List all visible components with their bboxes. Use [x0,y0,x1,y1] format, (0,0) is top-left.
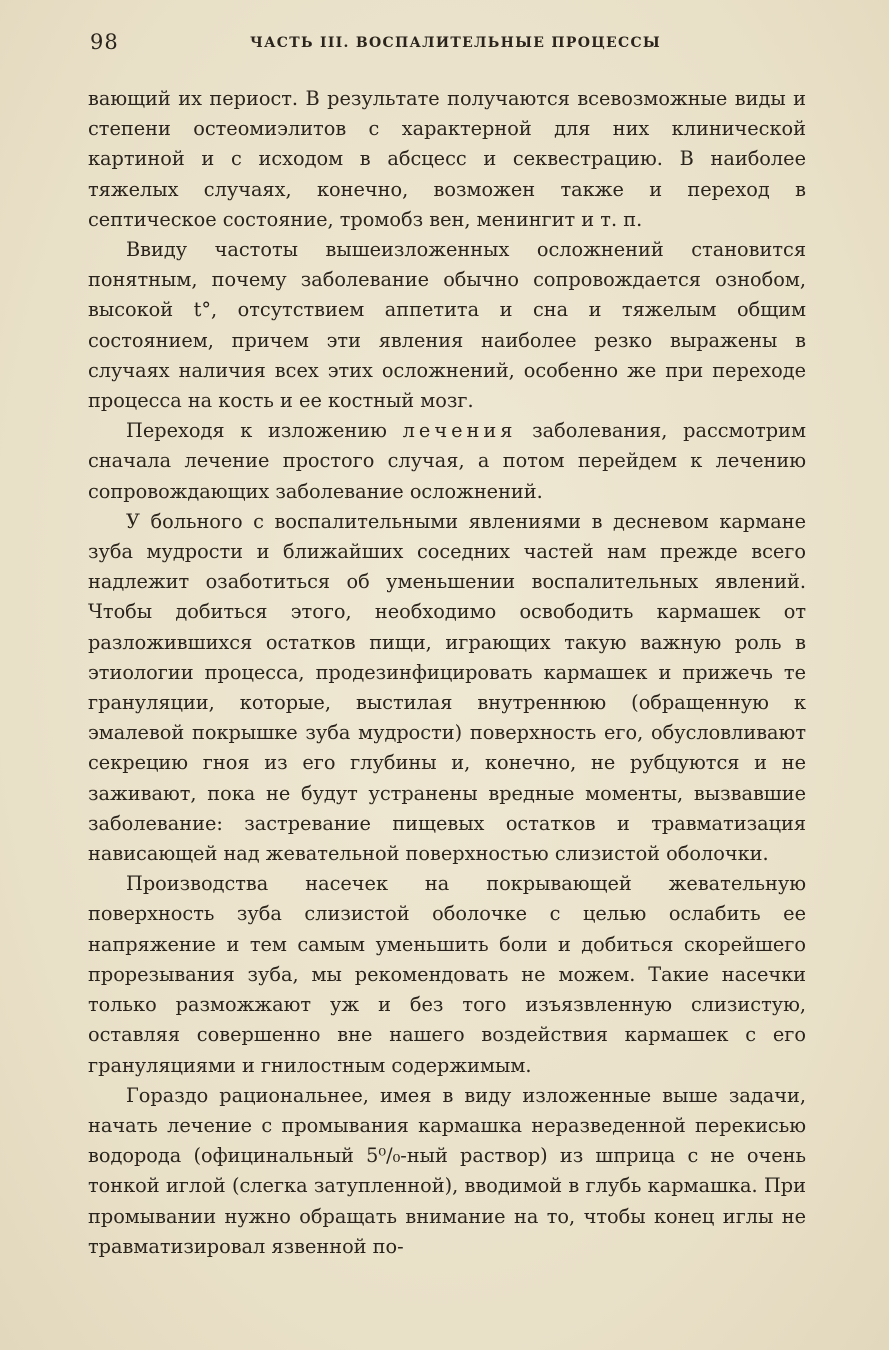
paragraph: Гораздо рациональнее, имея в виду изложенные выше задачи, начать лечение с промывания кармашка неразведенной перекисью водорода (официнальный 5⁰/₀-ный раствор) из шприца с не очень тонкой иглой (слегка затупленной), вводимой в глубь кармашка. При промывании нужно обращать внимание на то, чтобы конец иглы не травматизировал язвенной по- [88,1083,806,1258]
running-head: ЧАСТЬ III. ВОСПАЛИТЕЛЬНЫЕ ПРОЦЕССЫ [250,35,662,51]
paragraph: Ввиду частоты вышеизложенных осложнений становится понятным, почему заболевание обычно сопровождается ознобом, высокой t°, отсутствием аппетита и сна и тяжелым общим состоянием, причем эти явления наиболее резко выражены в случаях наличия всех этих осложнений, особенно же при переходе процесса на кость и ее костный мозг. [88,238,806,413]
page-header [90,30,810,58]
emphasized-word: лечения [402,419,517,443]
paragraph-text: Переходя к изложению [126,419,403,443]
paragraph: вающий их периост. В результате получаются всевозможные виды и степени остеомиэлитов с характерной для них клинической картиной и с исходом в абсцесс и секвестрацию. В наиболее тяжелых случаях, конечно, возможен также и переход в септическое состояние, тромобз вен, менингит и т. п. [88,87,806,231]
paragraph: Производства насечек на покрывающей жевательную поверхность зуба слизистой оболочке с целью ослабить ее напряжение и тем самым уменьшить боли и добиться скорейшего прорезывания зуба, мы рекомендовать не можем. Такие насечки только разможжают уж и без того изъязвленную слизистую, оставляя совершенно вне нашего воздействия кармашек с его грануляциями и гнилостным содержимым. [88,872,806,1077]
paragraph-text: заболевания, рассмотрим сначала лечение простого случая, а потом перейдем к лечению сопровождающих заболевание осложнений. [88,419,806,503]
page-number: 98 [90,30,119,54]
paragraph: У больного с воспалительными явлениями в десневом кармане зуба мудрости и ближайших соседних частей нам прежде всего надлежит озаботиться об уменьшении воспалительных явлений. Чтобы добиться этого, необходимо освободить кармашек от разложившихся остатков пищи, играющих такую важную роль в этиологии процесса, продезинфицировать кармашек и прижечь те грануляции, которые, выстилая внутреннюю (обращенную к эмалевой покрышке зуба мудрости) поверхность его, обусловливают секрецию гноя из его глубины и, конечно, не рубцуются и не заживают, пока не будут устранены вредные моменты, вызвавшие заболевание: застревание пищевых остатков и травматизация нависающей над жевательной поверхностью слизистой оболочки. [88,509,806,866]
paragraph [88,416,806,507]
body-text [88,84,806,1262]
